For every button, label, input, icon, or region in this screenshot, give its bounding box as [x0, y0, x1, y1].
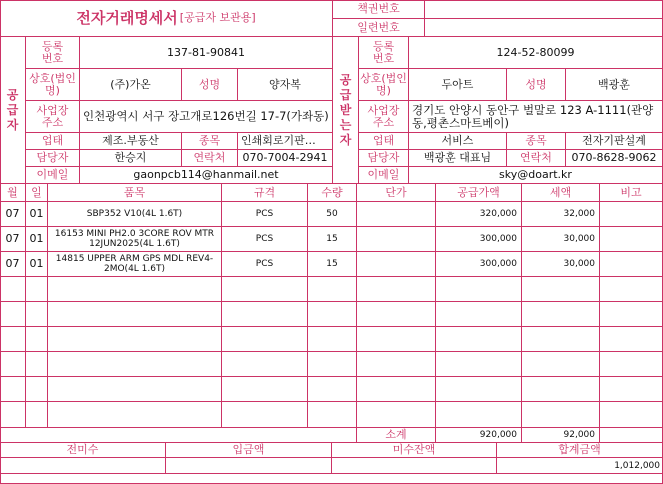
buyer-biz: 서비스: [409, 133, 507, 150]
supplier-email-label: 이메일: [26, 167, 80, 184]
table-row-price: [357, 227, 436, 252]
supplier-addr: 인천광역시 서구 장고개로126번길 17-7(가좌동): [80, 101, 333, 133]
table-row-item: 14815 UPPER ARM GPS MDL REV4-2MO(4L 1.6T): [48, 252, 222, 277]
buyer-side-label: 공 급 받 는 자: [333, 37, 359, 184]
balance-label: 미수잔액: [332, 443, 497, 458]
col-header-qty: 수량: [308, 184, 357, 202]
supplier-item-label: 종목: [182, 133, 238, 150]
supplier-name-label: 상호(법인명): [26, 69, 80, 101]
table-row-day: 01: [26, 227, 48, 252]
col-header-note: 비고: [600, 184, 663, 202]
col-header-item: 품목: [48, 184, 222, 202]
table-row-note: [600, 202, 663, 227]
buyer-addr-label: 사업장주소: [359, 101, 409, 133]
supplier-email: gaonpcb114@hanmail.net: [80, 167, 333, 184]
table-row-item: SBP352 V10(4L 1.6T): [48, 202, 222, 227]
supplier-reg-no: 137-81-90841: [80, 37, 333, 69]
table-row-month: 07: [0, 227, 26, 252]
deposit-value: [166, 458, 332, 474]
supplier-name: (주)가온: [80, 69, 182, 101]
table-row-tax: 30,000: [522, 227, 600, 252]
subtotal-tax: 92,000: [522, 428, 600, 443]
col-header-tax: 세액: [522, 184, 600, 202]
total-value: 1,012,000: [497, 458, 663, 474]
supplier-item: 인쇄회로기판…: [238, 133, 333, 150]
table-row-amount: 320,000: [436, 202, 522, 227]
supplier-biz-label: 업태: [26, 133, 80, 150]
title-area: [0, 0, 333, 37]
buyer-name-label: 상호(법인명): [359, 69, 409, 101]
table-row-qty: 50: [308, 202, 357, 227]
table-row-spec: PCS: [222, 252, 308, 277]
table-row-qty: 15: [308, 252, 357, 277]
supplier-rep: 양자복: [238, 69, 333, 101]
table-row-price: [357, 252, 436, 277]
supplier-side-label: 공 급 자: [0, 37, 26, 184]
buyer-biz-label: 업태: [359, 133, 409, 150]
col-header-spec: 규격: [222, 184, 308, 202]
buyer-email-label: 이메일: [359, 167, 409, 184]
supplier-reg-label: 등록번호: [26, 37, 80, 69]
book-no-label: 책권번호: [333, 0, 425, 19]
buyer-rep-label: 성명: [507, 69, 566, 101]
col-header-price: 단가: [357, 184, 436, 202]
buyer-addr: 경기도 안양시 동안구 벌말로 123 A-1111(관양동,평촌스마트베이): [409, 101, 663, 133]
subtotal-blank: [0, 428, 357, 443]
table-row-price: [357, 202, 436, 227]
table-row-day: 01: [26, 252, 48, 277]
buyer-reg-label: 등록번호: [359, 37, 409, 69]
table-row-amount: 300,000: [436, 227, 522, 252]
balance-value: [332, 458, 497, 474]
table-row-qty: 15: [308, 227, 357, 252]
subtotal-note: [600, 428, 663, 443]
buyer-name: 두아트: [409, 69, 507, 101]
book-no-value: [425, 0, 663, 19]
table-row-spec: PCS: [222, 227, 308, 252]
table-row-note: [600, 252, 663, 277]
supplier-addr-label: 사업장주소: [26, 101, 80, 133]
deposit-label: 입금액: [166, 443, 332, 458]
empty-rows-grid: [0, 277, 663, 428]
table-row-tax: 32,000: [522, 202, 600, 227]
table-row-month: 07: [0, 202, 26, 227]
serial-no-value: [425, 19, 663, 37]
table-row-note: [600, 227, 663, 252]
supplier-rep-label: 성명: [182, 69, 238, 101]
supplier-contact-label: 담당자: [26, 150, 80, 167]
page-subtitle: [공급자 보관용]: [179, 11, 256, 24]
subtotal-label: 소계: [357, 428, 436, 443]
table-row-amount: 300,000: [436, 252, 522, 277]
unpaid-label: 전미수: [0, 443, 166, 458]
buyer-email: sky@doart.kr: [409, 167, 663, 184]
table-row-tax: 30,000: [522, 252, 600, 277]
table-row-spec: PCS: [222, 202, 308, 227]
buyer-tel-label: 연락처: [507, 150, 566, 167]
supplier-tel-label: 연락처: [182, 150, 238, 167]
buyer-rep: 백광훈: [566, 69, 663, 101]
page-title: 전자거래명세서: [76, 9, 178, 27]
col-header-amount: 공급가액: [436, 184, 522, 202]
buyer-contact-label: 담당자: [359, 150, 409, 167]
subtotal-amount: 920,000: [436, 428, 522, 443]
col-header-day: 일: [26, 184, 48, 202]
supplier-biz: 제조.부동산: [80, 133, 182, 150]
buyer-reg-no: 124-52-80099: [409, 37, 663, 69]
supplier-tel: 070-7004-2941: [238, 150, 333, 167]
buyer-tel: 070-8628-9062: [566, 150, 663, 167]
unpaid-value: [0, 458, 166, 474]
serial-no-label: 일련번호: [333, 19, 425, 37]
buyer-contact: 백광훈 대표님: [409, 150, 507, 167]
table-row-item: 16153 MINI PH2.0 3CORE ROV MTR 12JUN2025(4L 1.6T): [48, 227, 222, 252]
col-header-month: 월: [0, 184, 26, 202]
supplier-contact: 한승지: [80, 150, 182, 167]
buyer-item: 전자기판설계: [566, 133, 663, 150]
table-row-month: 07: [0, 252, 26, 277]
buyer-item-label: 종목: [507, 133, 566, 150]
total-label: 합계금액: [497, 443, 663, 458]
table-row-day: 01: [26, 202, 48, 227]
